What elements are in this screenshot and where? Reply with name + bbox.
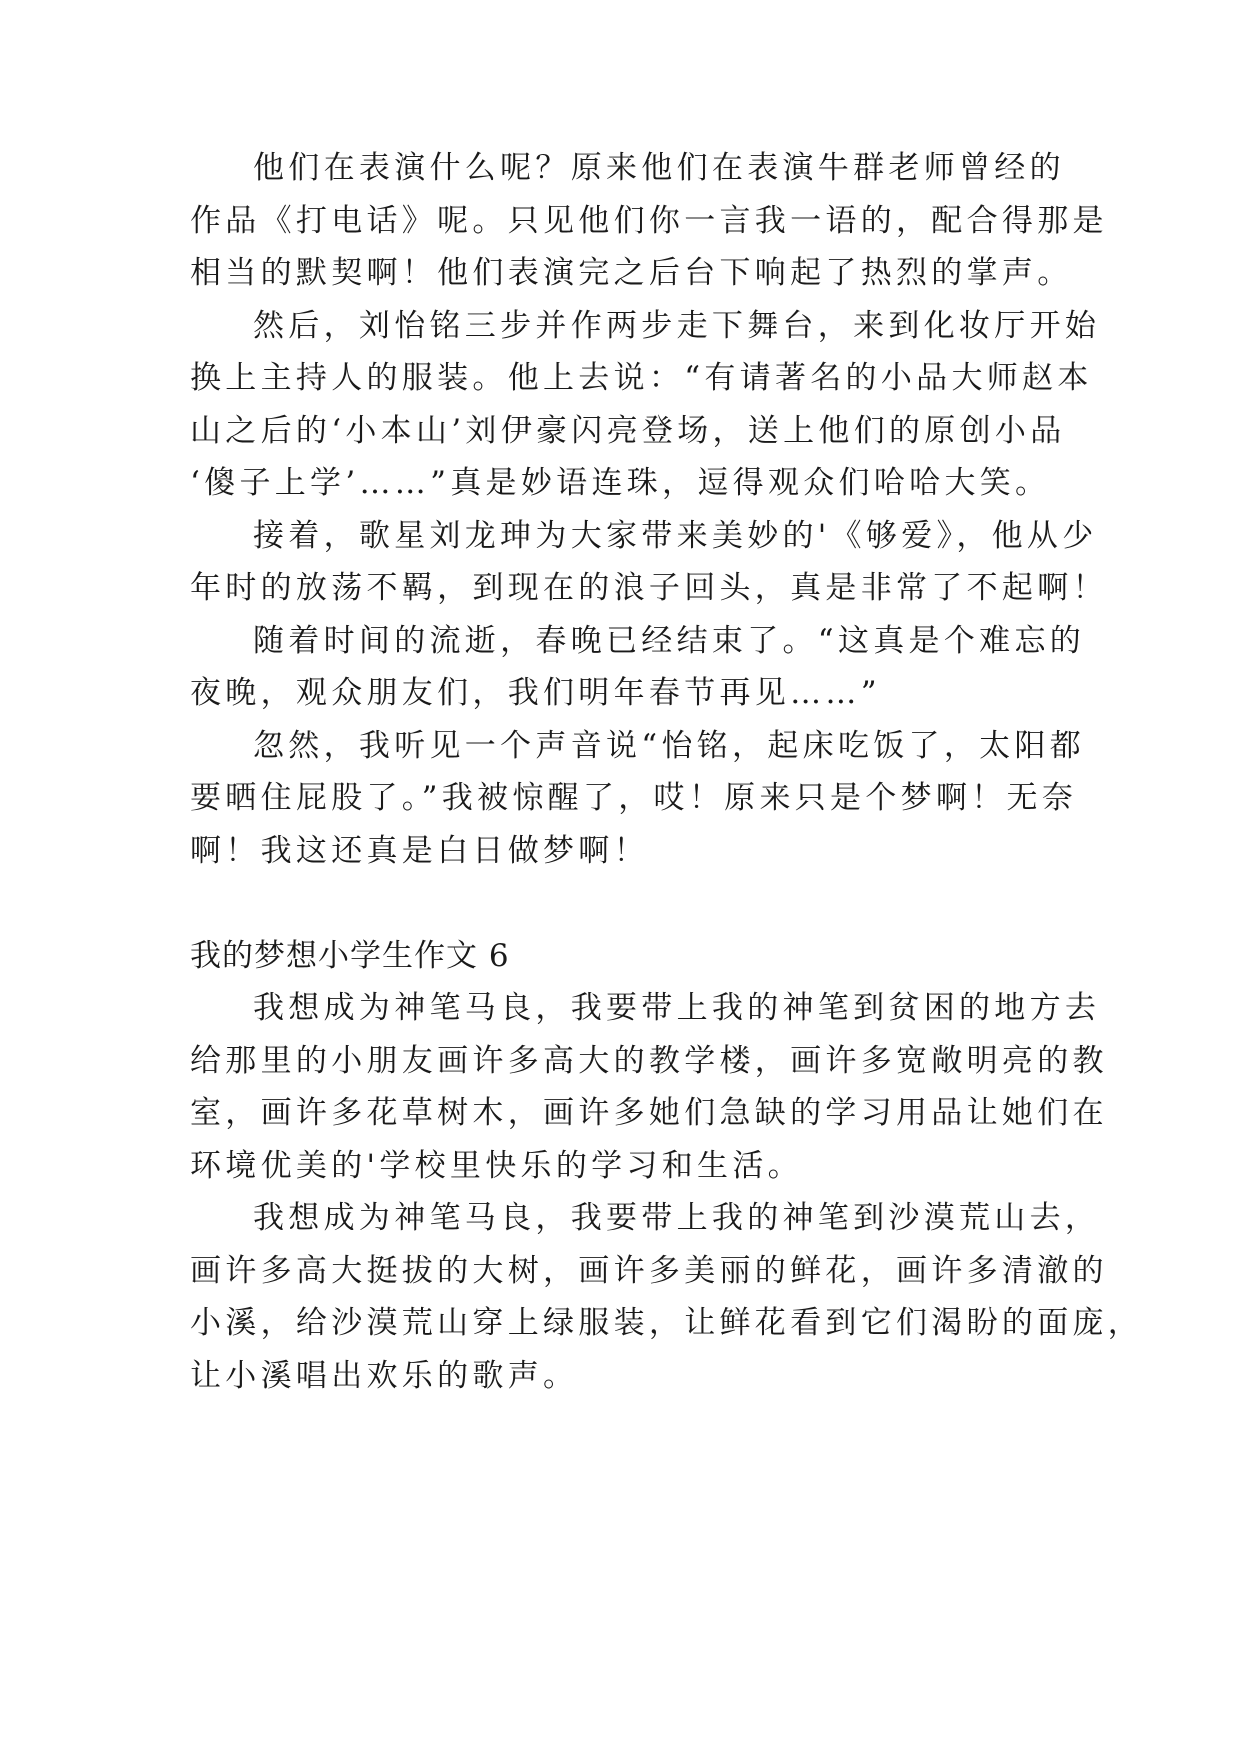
paragraph-line: 然后，刘怡铭三步并作两步走下舞台，来到化妆厅开始 — [253, 308, 1101, 344]
paragraph-line: 忽然，我听见一个声音说“怡铭，起床吃饭了，太阳都 — [253, 728, 1086, 764]
paragraph-line: 室，画许多花草树木，画许多她们急缺的学习用品让她们在 — [190, 1095, 1108, 1131]
paragraph-line: 要晒住屁股了。”我被惊醒了，哎！原来只是个梦啊！无奈 — [190, 780, 1078, 816]
paragraph-line: 接着，歌星刘龙珅为大家带来美妙的'《够爱》，他从少 — [253, 518, 1098, 554]
paragraph-line: 相当的默契啊！他们表演完之后台下响起了热烈的掌声。 — [190, 255, 1073, 291]
paragraph-line: 让小溪唱出欢乐的歌声。 — [190, 1358, 579, 1394]
section-heading: 我的梦想小学生作文 6 — [190, 938, 510, 974]
paragraph-line: 作品《打电话》呢。只见他们你一言我一语的，配合得那是 — [190, 203, 1108, 239]
paragraph-line: 小溪，给沙漠荒山穿上绿服装，让鲜花看到它们渴盼的面庞， — [190, 1305, 1144, 1341]
paragraph-line: 年时的放荡不羁，到现在的浪子回头，真是非常了不起啊！ — [190, 570, 1108, 606]
paragraph-line: 山之后的‘小本山’刘伊豪闪亮登场，送上他们的原创小品 — [190, 413, 1066, 449]
paragraph-line: ‘傻子上学’……”真是妙语连珠，逗得观众们哈哈大笑。 — [190, 465, 1051, 501]
paragraph-line: 我想成为神笔马良，我要带上我的神笔到贫困的地方去 — [253, 990, 1101, 1026]
paragraph-line: 夜晚，观众朋友们，我们明年春节再见……” — [190, 675, 881, 711]
paragraph-line: 换上主持人的服装。他上去说：“有请著名的小品大师赵本 — [190, 360, 1093, 396]
paragraph-line: 我想成为神笔马良，我要带上我的神笔到沙漠荒山去， — [253, 1200, 1101, 1236]
paragraph-line: 随着时间的流逝，春晚已经结束了。“这真是个难忘的 — [253, 623, 1086, 659]
paragraph-line: 啊！我这还真是白日做梦啊！ — [190, 833, 649, 869]
paragraph-line: 给那里的小朋友画许多高大的教学楼，画许多宽敞明亮的教 — [190, 1043, 1108, 1079]
paragraph-line: 环境优美的'学校里快乐的学习和生活。 — [190, 1148, 803, 1184]
paragraph-line: 画许多高大挺拔的大树，画许多美丽的鲜花，画许多清澈的 — [190, 1253, 1108, 1289]
paragraph-line: 他们在表演什么呢？原来他们在表演牛群老师曾经的 — [253, 150, 1065, 186]
